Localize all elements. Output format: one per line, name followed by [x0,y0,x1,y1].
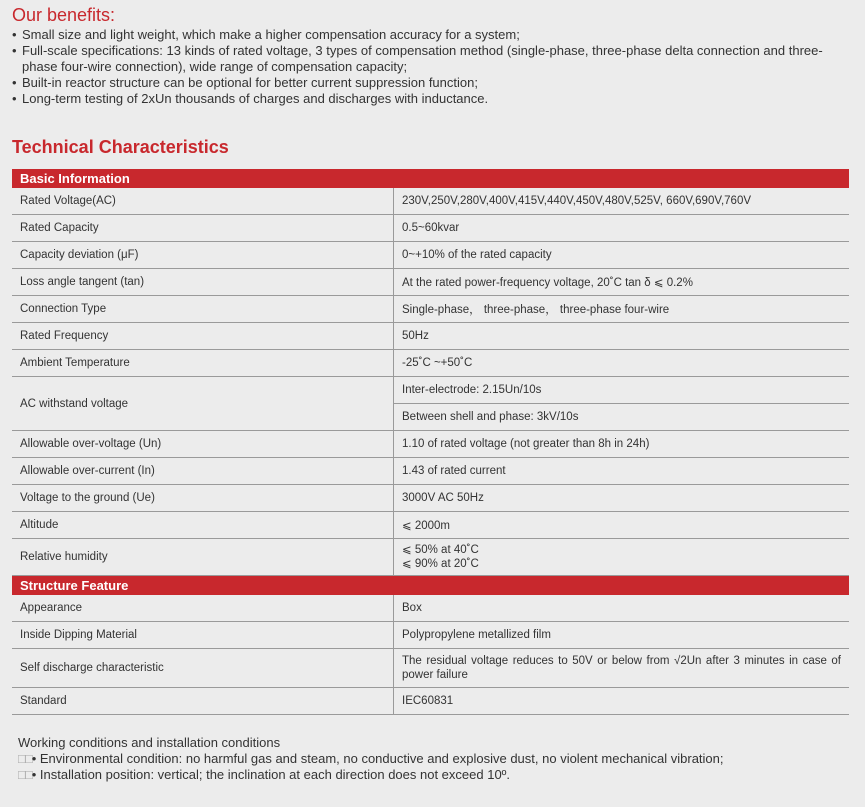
condition-text: • Installation position: vertical; the inclination at each direction does not exceed 10º. [31,767,511,782]
table-row [12,188,849,215]
placeholder-box-glyphs: □□ [18,751,32,766]
benefit-item: • Built-in reactor structure can be optional for better current suppression function; [12,75,857,91]
section-header-label: Basic Information [12,169,849,188]
section-header-label: Structure Feature [12,576,849,596]
table-row [12,269,849,296]
table-row [12,512,849,539]
row-value: 1.43 of rated current [394,458,850,485]
row-value: The residual voltage reduces to 50V or below from √2Un after 3 minutes in case of power failure [394,649,850,688]
working-conditions [18,735,858,783]
row-value: 0.5~60kvar [394,215,850,242]
table-row [12,431,849,458]
row-label: AC withstand voltage [12,377,394,431]
row-label: Loss angle tangent (tan) [12,269,394,296]
row-value: 1.10 of rated voltage (not greater than 8h in 24h) [394,431,850,458]
section-header-basic [12,169,849,188]
row-label: Standard [12,688,394,715]
benefit-item: • Full-scale specifications: 13 kinds of rated voltage, 3 types of compensation method (single-phase, three-phase delta connection and three-phase four-wire connection), wide range of compensation capacity; [12,43,857,75]
table-row [12,377,849,431]
table-row [12,539,849,576]
table-row [12,458,849,485]
row-value: Inter-electrode: 2.15Un/10s [402,384,542,396]
benefit-item: • Long-term testing of 2xUn thousands of charges and discharges with inductance. [12,91,857,107]
condition-item [18,767,858,783]
row-label: Voltage to the ground (Ue) [12,485,394,512]
table-row [12,595,849,622]
row-label: Altitude [12,512,394,539]
row-label: Self discharge characteristic [12,649,394,688]
row-value: Box [394,595,850,622]
row-value: IEC60831 [394,688,850,715]
table-row [12,485,849,512]
condition-text: • Environmental condition: no harmful gas and steam, no conductive and explosive dust, no violent mechanical vibration; [31,751,724,766]
row-label: Connection Type [12,296,394,323]
spec-table [12,169,849,715]
row-value: ⩽ 2000m [394,512,850,539]
row-value: -25˚C ~+50˚C [394,350,850,377]
row-label: Inside Dipping Material [12,622,394,649]
table-row [12,622,849,649]
table-row [12,688,849,715]
row-value-group [394,377,850,431]
row-value: At the rated power-frequency voltage, 20˚C tan δ ⩽ 0.2% [394,269,850,296]
benefits-title: Our benefits: [12,5,116,25]
row-label: Rated Frequency [12,323,394,350]
table-row [12,649,849,688]
row-label: Capacity deviation (μF) [12,242,394,269]
table-row [12,296,849,323]
row-value: 230V,250V,280V,400V,415V,440V,450V,480V,525V, 660V,690V,760V [394,188,850,215]
row-label: Appearance [12,595,394,622]
table-row [12,242,849,269]
table-row [12,323,849,350]
condition-item [18,751,858,767]
row-label: Rated Capacity [12,215,394,242]
row-value-group [394,539,850,576]
row-label: Ambient Temperature [12,350,394,377]
table-row [12,350,849,377]
section-header-structure [12,576,849,596]
row-value: Polypropylene metallized film [394,622,850,649]
row-value: ⩽ 90% at 20˚C [402,558,479,570]
benefit-item: • Small size and light weight, which make a higher compensation accuracy for a system; [12,27,857,43]
technical-characteristics-title: Technical Characteristics [12,137,229,157]
row-label: Allowable over-current (In) [12,458,394,485]
row-label: Rated Voltage(AC) [12,188,394,215]
row-label: Allowable over-voltage (Un) [12,431,394,458]
row-value: 50Hz [394,323,850,350]
benefits-list [12,27,857,107]
row-value: ⩽ 50% at 40˚C [402,544,479,556]
placeholder-box-glyphs: □□ [18,767,32,782]
row-label: Relative humidity [12,539,394,576]
table-row [12,215,849,242]
row-value: Single-phase， three-phase， three-phase four-wire [394,296,850,323]
row-value: 0~+10% of the rated capacity [394,242,850,269]
row-value: 3000V AC 50Hz [394,485,850,512]
conditions-title: Working conditions and installation conditions [18,735,281,750]
row-value: Between shell and phase: 3kV/10s [394,403,849,430]
